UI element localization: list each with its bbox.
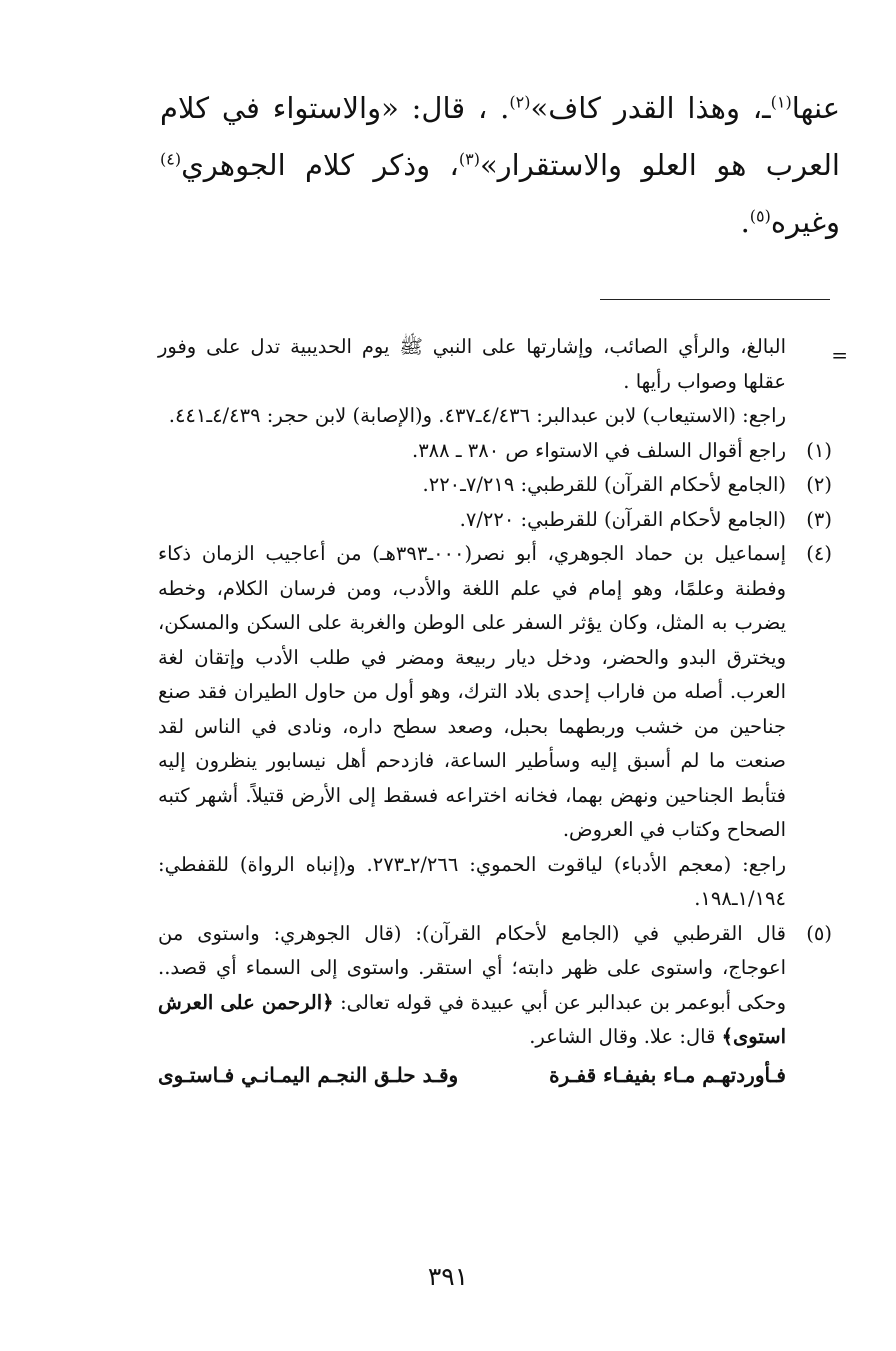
footnote-marker: (١) [770,92,792,112]
footnote-4 [158,537,848,917]
footnote-number: (٢) [806,473,832,496]
footnote-text [158,917,786,1055]
main-text-segment: وغيره [770,205,840,239]
footnote-text: البالغ، والرأي الصائب، وإشارتها على النبي ﷺ يوم الحديبية تدل على وفور عقلها وصواب رأيها . [158,335,786,393]
footnote-marker: (٥) [749,206,771,226]
page-number: ٣٩١ [427,1262,469,1291]
footnote-5 [158,917,848,1055]
footnote-text: (الجامع لأحكام القرآن) للقرطبي: ٧/٢١٩ـ٢٢٠. [422,473,786,496]
footnote-text-end: قال: علا. وقال الشاعر. [529,1025,722,1048]
main-text-segment: . [740,205,750,239]
footnote-text: (الجامع لأحكام القرآن) للقرطبي: ٧/٢٢٠. [459,507,786,531]
footnote-marker: (٤) [160,149,182,169]
footnote-marker: (٣) [458,149,480,169]
main-paragraph [160,80,840,251]
footnote-number: (٣) [806,507,832,531]
main-text-segment: ـ، وهذا القدر كاف» [530,91,771,125]
footnote-2 [158,468,848,503]
footnote-3 [158,503,848,538]
footnote-text: راجع أقوال السلف في الاستواء ص ٣٨٠ ـ ٣٨٨. [412,438,786,462]
footnote-text-start: قال القرطبي في (الجامع لأحكام القرآن): (قال الجوهري: واستوى من اعوجاج، واستوى على ظهر دابته؛ أي استقر. واستوى إلى السماء أي قصد.. وحكى أبوعمر بن عبدالبر عن أبي عبيدة في قوله تعالى: [158,921,787,1014]
footnote-reference: راجع: (معجم الأدباء) لياقوت الحموي: ٢/٢٦٦ـ٢٧٣. و(إنباه الرواة) للقفطي: ١/١٩٤ـ١٩٨. [158,852,786,910]
footnote-continuation [158,330,848,434]
footnote-separator [600,299,830,300]
footnote-1 [158,434,848,469]
verse-second-hemistich: وقـد حلـق النجـم اليمـانـي فـاستـوى [158,1062,459,1087]
footnote-reference: راجع: (الاستيعاب) لابن عبدالبر: ٤/٤٣٦ـ٤٣٧. و(الإصابة) لابن حجر: ٤/٤٣٩ـ٤٤١. [168,404,786,427]
footnote-text: إسماعيل بن حماد الجوهري، أبو نصر(٠٠٠ـ٣٩٣هـ) من أعاجيب الزمان ذكاء وفطنة وعلمًا، وهو إمام في علم اللغة والأدب، ومن فرسان الكلام، وخطه يضرب به المثل، وكان يؤثر السفر على الوطن والغربة على السكن والمسكن، ويخترق البدو والحضر، ودخل ديار ربيعة ومضر في طلب الأدب وإتقان لغة العرب. أصله من فاراب إحدى بلاد الترك، وهو أول من حاول الطيران فقد صنع جناحين من خشب وربطهما بحبل، وصعد سطح داره، ونادى في الناس لقد صنعت ما لم أسبق إليه وسأطير الساعة، فازدحم أهل نيسابور ينظرون إليه فتأبط الجناحين ونهض بهما، فخانه اختراعه فسقط إلى الأرض قتيلاً. أشهر كتبه الصحاح وكتاب في العروض. [158,542,787,841]
verse-first-hemistich: فـأوردتهـم مـاء بفيفـاء قفـرة [549,1062,786,1087]
footnote-marker: (٢) [509,92,531,112]
footnote-number: (٤) [806,542,832,565]
quran-verse: ﴿الرحمن على العرش استوى﴾ [158,990,786,1048]
poetry-verse [158,1058,848,1093]
main-text-segment: عنها [791,91,840,125]
footnote-number: (١) [806,438,832,462]
main-text-segment: . ، قال: «والاستواء في كلام العرب هو العلو والاستقرار» [160,91,840,182]
main-text [160,80,840,251]
main-text-segment: ، وذكر كلام الجوهري [181,148,459,182]
footnote-number: (٥) [806,921,832,945]
continuation-mark: = [831,343,848,367]
footnotes [158,330,848,1092]
